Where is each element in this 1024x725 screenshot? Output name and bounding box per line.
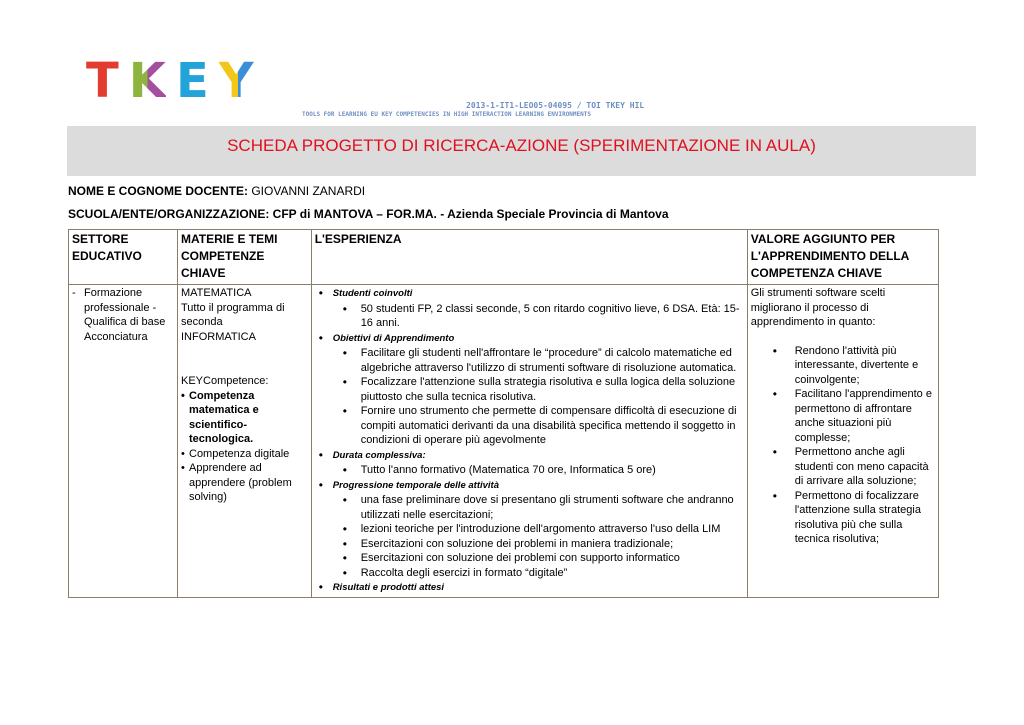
section-studenti — [315, 286, 744, 331]
section-risultati — [315, 580, 744, 596]
list-item: • Tutto l'anno formativo (Matematica 70 ore, Informatica 5 ore) — [339, 463, 744, 478]
key-competence-item: • Competenza digitale — [181, 447, 308, 462]
list-item: • Permettono anche agli studenti con meno capacità di arrivare alla soluzione; — [751, 445, 935, 489]
tkey-logo — [86, 53, 254, 109]
list-item: • lezioni teoriche per l'introduzione dell'argomento attraverso l'uso della LIM — [339, 522, 744, 537]
section-heading: Risultati e prodotti attesi — [332, 582, 445, 593]
section-heading: Durata complessiva: — [332, 449, 426, 461]
list-item: • Facilitano l'apprendimento e permettono di affrontare anche situazioni più complesse; — [751, 387, 935, 445]
valore-intro: Gli strumenti software scelti migliorano il processo di apprendimento in quanto: — [750, 287, 886, 328]
list-item: - Formazione professionale - Qualifica di base Acconciatura — [72, 286, 174, 344]
header-materie: MATERIE E TEMI COMPETENZE CHIAVE — [178, 230, 312, 285]
section-heading: Obiettivi di Apprendimento — [332, 332, 455, 344]
section-heading: Progressione temporale delle attività — [332, 479, 499, 491]
teacher-line — [68, 184, 365, 198]
materie-cell — [178, 285, 312, 598]
list-item: • 50 studenti FP, 2 classi seconde, 5 con ritardo cognitivo lieve, 6 DSA. Età: 15-16 anni. — [339, 302, 744, 331]
header-esperienza: L'ESPERIENZA — [311, 230, 747, 285]
school-line — [68, 207, 669, 221]
header-valore: VALORE AGGIUNTO PER L'APPRENDIMENTO DELLA COMPETENZA CHIAVE — [747, 230, 938, 285]
key-competence-item: • Apprendere ad apprendere (problem solving) — [181, 461, 308, 505]
list-item: • Rendono l'attività più interessante, divertente e coinvolgente; — [751, 344, 935, 388]
list-item: • Facilitare gli studenti nell'affrontare le “procedure” di calcolo matematiche ed algebriche attraverso l'utilizzo di strumenti software di risoluzione automatica. — [339, 346, 744, 375]
title-banner — [67, 126, 976, 176]
list-item: • Fornire uno strumento che permette di compensare difficoltà di esecuzione di compiti automatici derivanti da una disabilità specifica mettendo il soggetto in condizioni di operare più agevolmente — [339, 404, 744, 448]
materie-line: Tutto il programma di seconda — [181, 301, 285, 328]
settore-cell — [69, 285, 178, 598]
page-title: SCHEDA PROGETTO DI RICERCA-AZIONE (SPERIMENTAZIONE IN AULA) — [227, 136, 816, 155]
key-competence-label: KEYCompetence: — [181, 375, 269, 387]
header-settore: SETTORE EDUCATIVO — [69, 230, 178, 285]
logo-letter-y: Y — [218, 53, 254, 109]
teacher-label: NOME E COGNOME DOCENTE: — [68, 184, 249, 198]
project-table — [68, 229, 939, 598]
section-heading: Studenti coinvolti — [332, 288, 413, 299]
list-item: • Raccolta degli esercizi in formato “digitale” — [339, 566, 744, 581]
list-item: • una fase preliminare dove si presentano gli strumenti software che andranno utilizzati nelle esercitazioni; — [339, 493, 744, 522]
logo-letter-e: E — [175, 53, 209, 109]
project-code: 2013-1-IT1-LEO05-04095 / TOI TKEY HIL — [466, 101, 645, 110]
list-item: • Permettono di focalizzare l'attenzione sulla strategia risolutiva più che sulla tecnica risolutiva; — [751, 489, 935, 547]
list-item: • Esercitazioni con soluzione dei problemi con supporto informatico — [339, 551, 744, 566]
section-durata — [315, 448, 744, 478]
logo-letter-t: T — [86, 53, 119, 109]
list-item: • Esercitazioni con soluzione dei problemi in maniera tradizionale; — [339, 537, 744, 552]
project-subtitle: TOOLS FOR LEARNING EU KEY COMPETENCIES IN HIGH INTERACTION LEARNING ENVIRONMENTS — [302, 111, 591, 118]
logo-letter-k: K — [128, 53, 166, 109]
project-reference — [302, 101, 645, 119]
valore-cell — [747, 285, 938, 598]
table-header-row — [69, 230, 939, 285]
esperienza-cell — [311, 285, 747, 598]
section-progressione — [315, 478, 744, 581]
key-competence-item: • Competenza matematica e scientifico-tecnologica. — [181, 389, 308, 447]
materie-line: MATEMATICA — [181, 287, 252, 299]
list-item: • Focalizzare l'attenzione sulla strategia risolutiva e sulla logica della soluzione piuttosto che sulla tecnica risolutiva. — [339, 375, 744, 404]
table-row — [69, 285, 939, 598]
section-obiettivi — [315, 331, 744, 448]
materie-line: INFORMATICA — [181, 330, 256, 343]
school-label: SCUOLA/ENTE/ORGANIZZAZIONE: CFP di MANTOVA – FOR.MA. - Azienda Speciale Provincia di Mantova — [68, 207, 669, 221]
teacher-name: GIOVANNI ZANARDI — [248, 184, 366, 198]
